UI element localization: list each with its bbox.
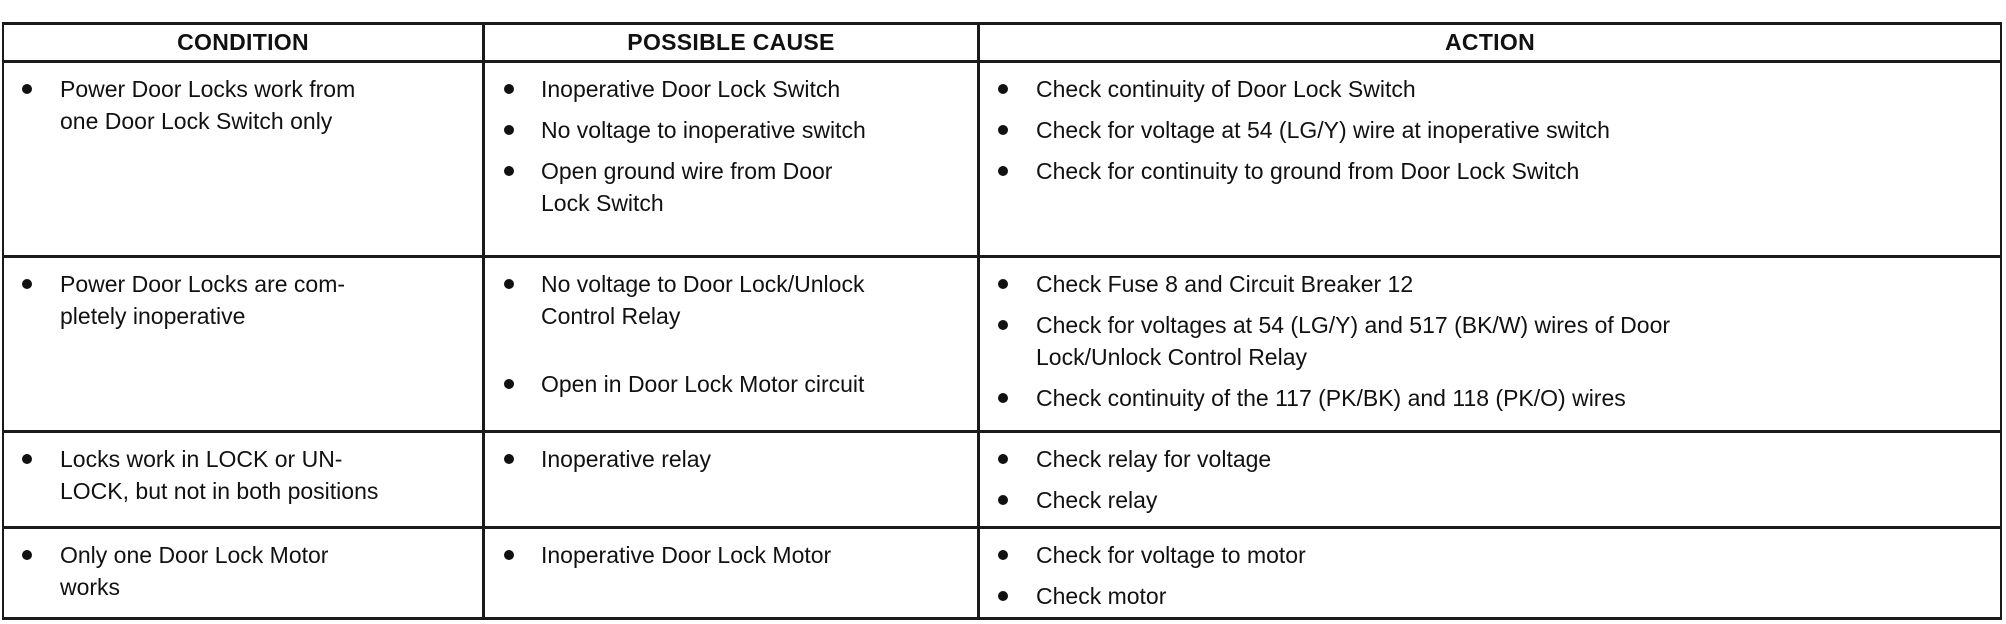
condition-cell xyxy=(4,258,485,430)
action-line: Check for continuity to ground from Door Lock Switch xyxy=(1036,158,1580,184)
condition-line: pletely inoperative xyxy=(60,303,246,329)
bullet-icon xyxy=(504,166,514,176)
bullet-icon xyxy=(504,379,514,389)
bullet-icon xyxy=(998,591,1008,601)
bullet-icon xyxy=(22,279,32,289)
action-cell xyxy=(980,433,2000,526)
bullet-icon xyxy=(998,454,1008,464)
cause-cell xyxy=(485,258,980,430)
action-item xyxy=(980,382,2000,414)
action-line: Check relay for voltage xyxy=(1036,446,1272,472)
header-condition: CONDITION xyxy=(4,25,485,60)
cause-line: Inoperative Door Lock Switch xyxy=(541,76,841,102)
condition-line: Only one Door Lock Motor xyxy=(60,542,329,568)
header-action: ACTION xyxy=(1445,29,1535,55)
action-item xyxy=(980,443,2000,475)
bullet-icon xyxy=(504,279,514,289)
bullet-icon xyxy=(998,393,1008,403)
cause-item xyxy=(485,155,977,219)
cause-cell xyxy=(485,63,980,255)
header-possible-cause: POSSIBLE CAUSE xyxy=(485,25,980,60)
table-row xyxy=(4,63,2000,258)
cause-item xyxy=(485,368,977,400)
table-row xyxy=(4,258,2000,433)
action-line: Check relay xyxy=(1036,487,1158,513)
condition-item xyxy=(4,539,482,603)
action-item xyxy=(980,155,2000,187)
bullet-icon xyxy=(504,125,514,135)
bullet-icon xyxy=(22,454,32,464)
action-item xyxy=(980,484,2000,516)
condition-cell xyxy=(4,433,485,526)
action-item xyxy=(980,268,2000,300)
cause-cell xyxy=(485,433,980,526)
condition-item xyxy=(4,73,482,137)
condition-line: Power Door Locks are com- xyxy=(60,271,346,297)
cause-item xyxy=(485,73,977,105)
condition-cell xyxy=(4,63,485,255)
troubleshooting-table xyxy=(2,22,2002,620)
action-line: Check for voltage at 54 (LG/Y) wire at inoperative switch xyxy=(1036,117,1610,143)
action-line: Check continuity of Door Lock Switch xyxy=(1036,76,1416,102)
condition-line: works xyxy=(60,574,121,600)
bullet-icon xyxy=(504,454,514,464)
cause-item xyxy=(485,539,977,571)
cause-line: No voltage to inoperative switch xyxy=(541,117,866,143)
bullet-icon xyxy=(998,84,1008,94)
cause-cell xyxy=(485,529,980,620)
cause-line: Open ground wire from Door xyxy=(541,158,833,184)
bullet-icon xyxy=(504,550,514,560)
action-cell xyxy=(980,529,2000,620)
cause-line: Open in Door Lock Motor circuit xyxy=(541,371,865,397)
action-item xyxy=(980,539,2000,571)
action-line: Lock/Unlock Control Relay xyxy=(1036,344,1308,370)
condition-line: LOCK, but not in both positions xyxy=(60,478,379,504)
condition-item xyxy=(4,268,482,332)
cause-line: Control Relay xyxy=(541,303,681,329)
condition-line: one Door Lock Switch only xyxy=(60,108,333,134)
bullet-icon xyxy=(22,550,32,560)
cause-line: Inoperative Door Lock Motor xyxy=(541,542,832,568)
cause-line: No voltage to Door Lock/Unlock xyxy=(541,271,865,297)
bullet-icon xyxy=(998,550,1008,560)
cause-item xyxy=(485,443,977,475)
action-item xyxy=(980,73,2000,105)
condition-line: Power Door Locks work from xyxy=(60,76,356,102)
cause-line: Lock Switch xyxy=(541,190,664,216)
action-line: Check Fuse 8 and Circuit Breaker 12 xyxy=(1036,271,1414,297)
cause-item xyxy=(485,114,977,146)
action-item xyxy=(980,580,2000,612)
table-row xyxy=(4,433,2000,529)
action-line: Check continuity of the 117 (PK/BK) and 118 (PK/O) wires xyxy=(1036,385,1626,411)
bullet-icon xyxy=(998,320,1008,330)
action-line: Check for voltages at 54 (LG/Y) and 517 (BK/W) wires of Door xyxy=(1036,312,1671,338)
bullet-icon xyxy=(22,84,32,94)
table-row xyxy=(4,529,2000,620)
action-item xyxy=(980,114,2000,146)
condition-cell xyxy=(4,529,485,620)
condition-item xyxy=(4,443,482,507)
cause-line: Inoperative relay xyxy=(541,446,712,472)
action-cell xyxy=(980,63,2000,255)
action-line: Check motor xyxy=(1036,583,1167,609)
cause-item xyxy=(485,268,977,332)
bullet-icon xyxy=(504,84,514,94)
table-header-row xyxy=(4,25,2000,63)
bullet-icon xyxy=(998,166,1008,176)
action-line: Check for voltage to motor xyxy=(1036,542,1306,568)
bullet-icon xyxy=(998,279,1008,289)
bullet-icon xyxy=(998,495,1008,505)
action-cell xyxy=(980,258,2000,430)
bullet-icon xyxy=(998,125,1008,135)
action-item xyxy=(980,309,2000,373)
condition-line: Locks work in LOCK or UN- xyxy=(60,446,343,472)
